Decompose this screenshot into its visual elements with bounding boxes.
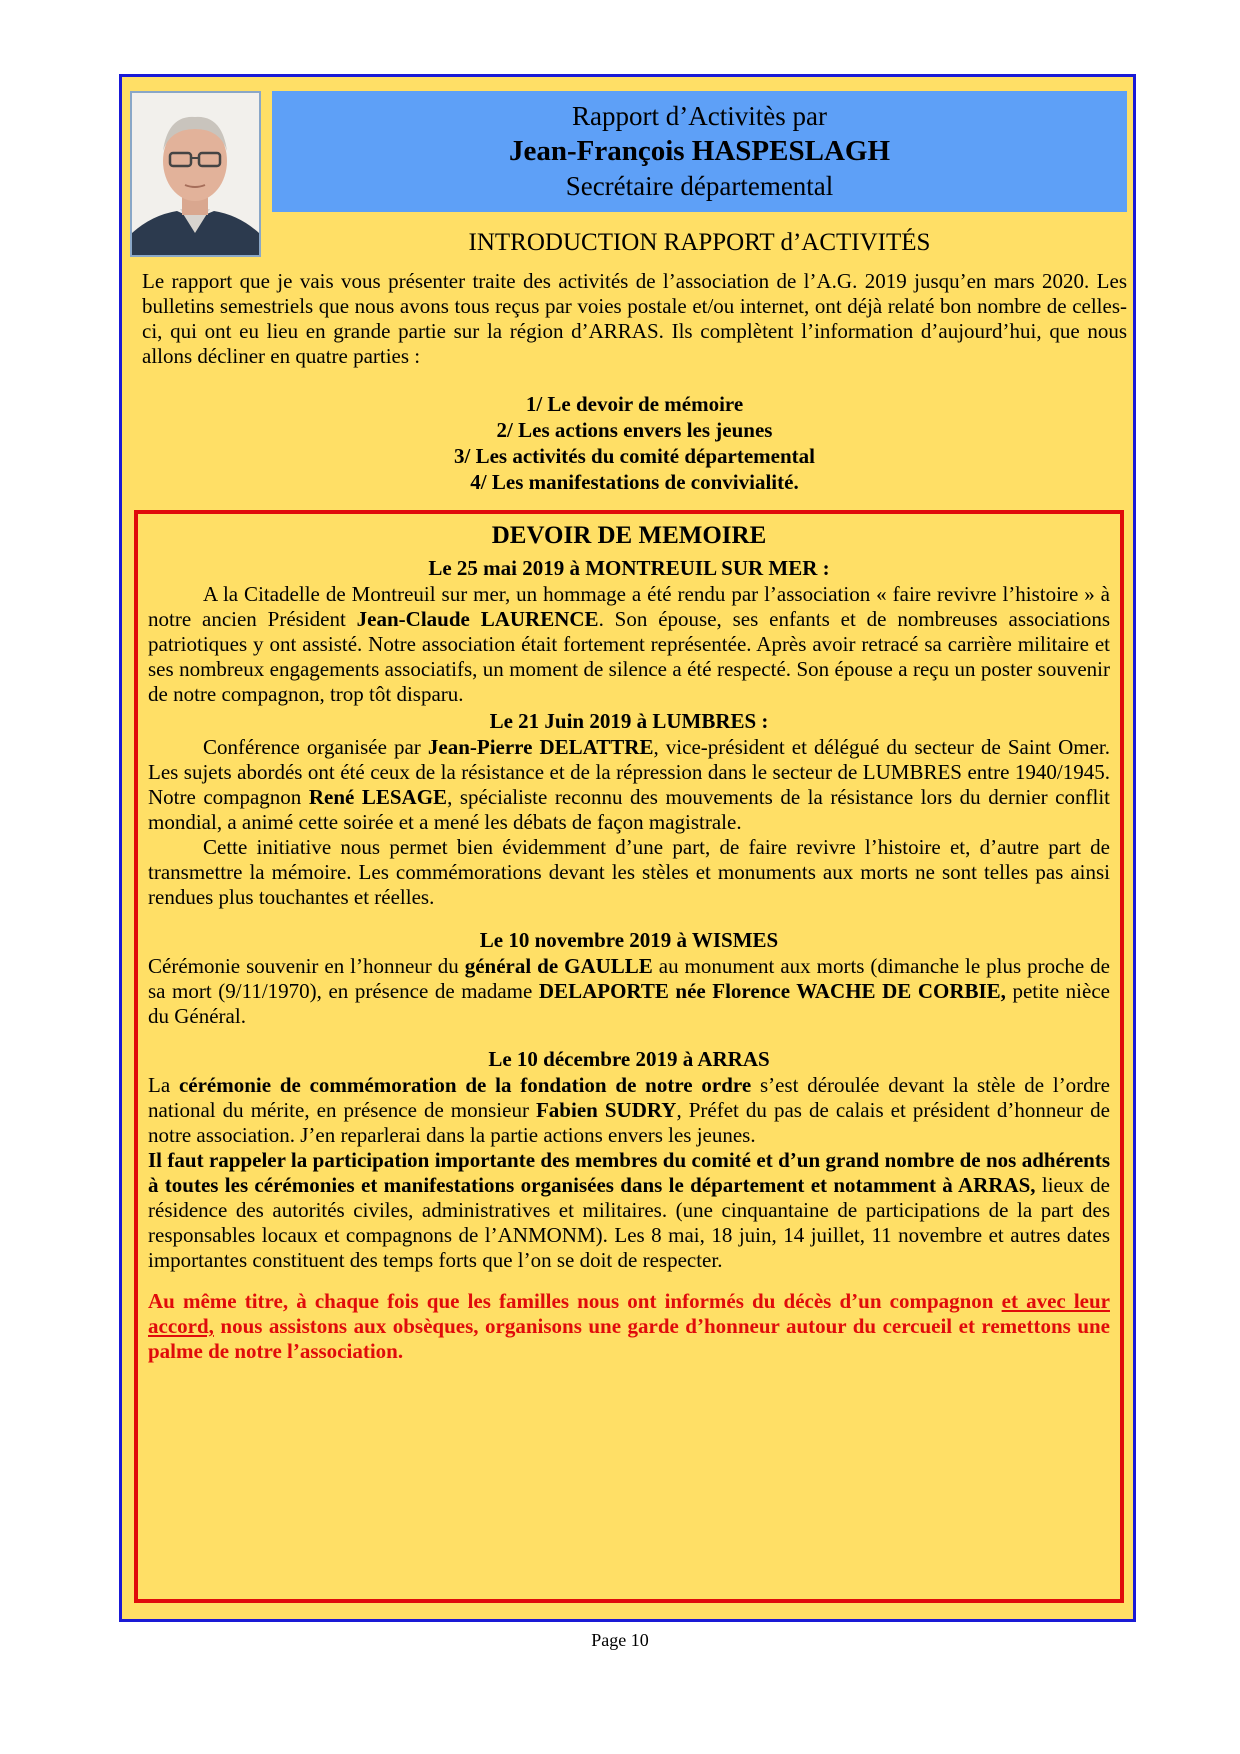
event-text-lumbres: Conférence organisée par Jean-Pierre DELATTRE, vice-président et délégué du secteur de Saint Omer. Les sujets abordés ont été ceux de la résistance et de la répression dans le secteur de LUMBRES entre 1940/1945. Notre compagnon René LESAGE, spécialiste reconnu des mouvements de la résistance lors du dernier conflit mondial, a animé cette soirée et a mené les débats de façon magistrale. xyxy=(148,735,1111,834)
section-title: DEVOIR DE MEMOIRE xyxy=(491,522,767,549)
event-heading-montreuil: Le 25 mai 2019 à MONTREUIL SUR MER : xyxy=(428,556,830,580)
intro-paragraph xyxy=(142,269,1127,369)
header-title: Rapport d’Activitès par xyxy=(572,101,827,131)
parts-list xyxy=(142,391,1127,495)
portrait-photo xyxy=(130,91,261,257)
event-heading-lumbres: Le 21 Juin 2019 à LUMBRES : xyxy=(489,709,769,733)
event-heading-wismes: Le 10 novembre 2019 à WISMES xyxy=(479,928,779,952)
part-item: 4/ Les manifestations de convivialité. xyxy=(470,470,799,494)
intro-text: Le rapport que je vais vous présenter traite des activités de l’association de l’A.G. 2019 jusqu’en mars 2020. Les bulletins semestriels que nous avons tous reçus par voies postale et/ou internet, ont déjà relaté bon nombre de celles-ci, qui ont eu lieu en grande partie sur la région d’ARRAS. Ils complètent l’information d’aujourd’hui, que nous allons décliner en quatre parties : xyxy=(142,269,1127,368)
event-text-arras-2: Il faut rappeler la participation importante des membres du comité et d’un grand nombre de nos adhérents à toutes les cérémonies et manifestations organisées dans le département et notamment à ARRAS, lieux de résidence des autorités civiles, administratives et militaires. (une cinquantaine de participations de la part des responsables locaux et compagnons de l’ANMONM). Les 8 mai, 18 juin, 14 juillet, 11 novembre et autres dates importantes constituent des temps forts que l’on se doit de respecter. xyxy=(148,1148,1110,1272)
part-item: 1/ Le devoir de mémoire xyxy=(525,392,744,416)
report-header xyxy=(272,91,1127,212)
closing-note: Au même titre, à chaque fois que les familles nous ont informés du décès d’un compagnon et avec leur accord, nous assistons aux obsèques, organisons une garde d’honneur autour du cercueil et remettons une palme de notre l’association. xyxy=(148,1289,1110,1363)
page-number: Page 10 xyxy=(591,1630,649,1650)
event-text-wismes: Cérémonie souvenir en l’honneur du général de GAULLE au monument aux morts (dimanche le plus proche de sa mort (9/11/1970), en présence de madame DELAPORTE née Florence WACHE DE CORBIE, petite nièce du Général. xyxy=(148,954,1110,1028)
event-heading-arras: Le 10 décembre 2019 à ARRAS xyxy=(488,1047,770,1071)
author-name: Jean-François HASPESLAGH xyxy=(508,135,891,167)
part-item: 3/ Les activités du comité départemental xyxy=(453,444,815,468)
page-frame xyxy=(119,74,1136,1622)
event-text-montreuil: A la Citadelle de Montreuil sur mer, un hommage a été rendu par l’association « faire revivre l’histoire » à notre ancien Président Jean-Claude LAURENCE. Son épouse, ses enfants et de nombreuses associations patriotiques y ont assisté. Notre association était fortement représentée. Après avoir retracé sa carrière militaire et ses nombreux engagements associatifs, un moment de silence a été respecté. Son épouse a reçu un poster souvenir de notre compagnon, trop tôt disparu. xyxy=(148,582,1110,706)
devoir-memoire-section xyxy=(134,510,1124,1603)
intro-title: INTRODUCTION RAPPORT d’ACTIVITÉS xyxy=(468,229,931,256)
part-item: 2/ Les actions envers les jeunes xyxy=(496,418,773,442)
author-role: Secrétaire départemental xyxy=(565,171,834,201)
event-text-lumbres-2: Cette initiative nous permet bien évidemment d’une part, de faire revivre l’histoire et, d’autre part de transmettre la mémoire. Les commémorations devant les stèles et monuments aux morts ne sont telles pas ainsi rendues plus touchantes et réelles. xyxy=(148,835,1110,909)
event-text-arras: La cérémonie de commémoration de la fondation de notre ordre s’est déroulée devant la stèle de l’ordre national du mérite, en présence de monsieur Fabien SUDRY, Préfet du pas de calais et président d’honneur de notre association. J’en reparlerai dans la partie actions envers les jeunes. xyxy=(148,1073,1110,1147)
